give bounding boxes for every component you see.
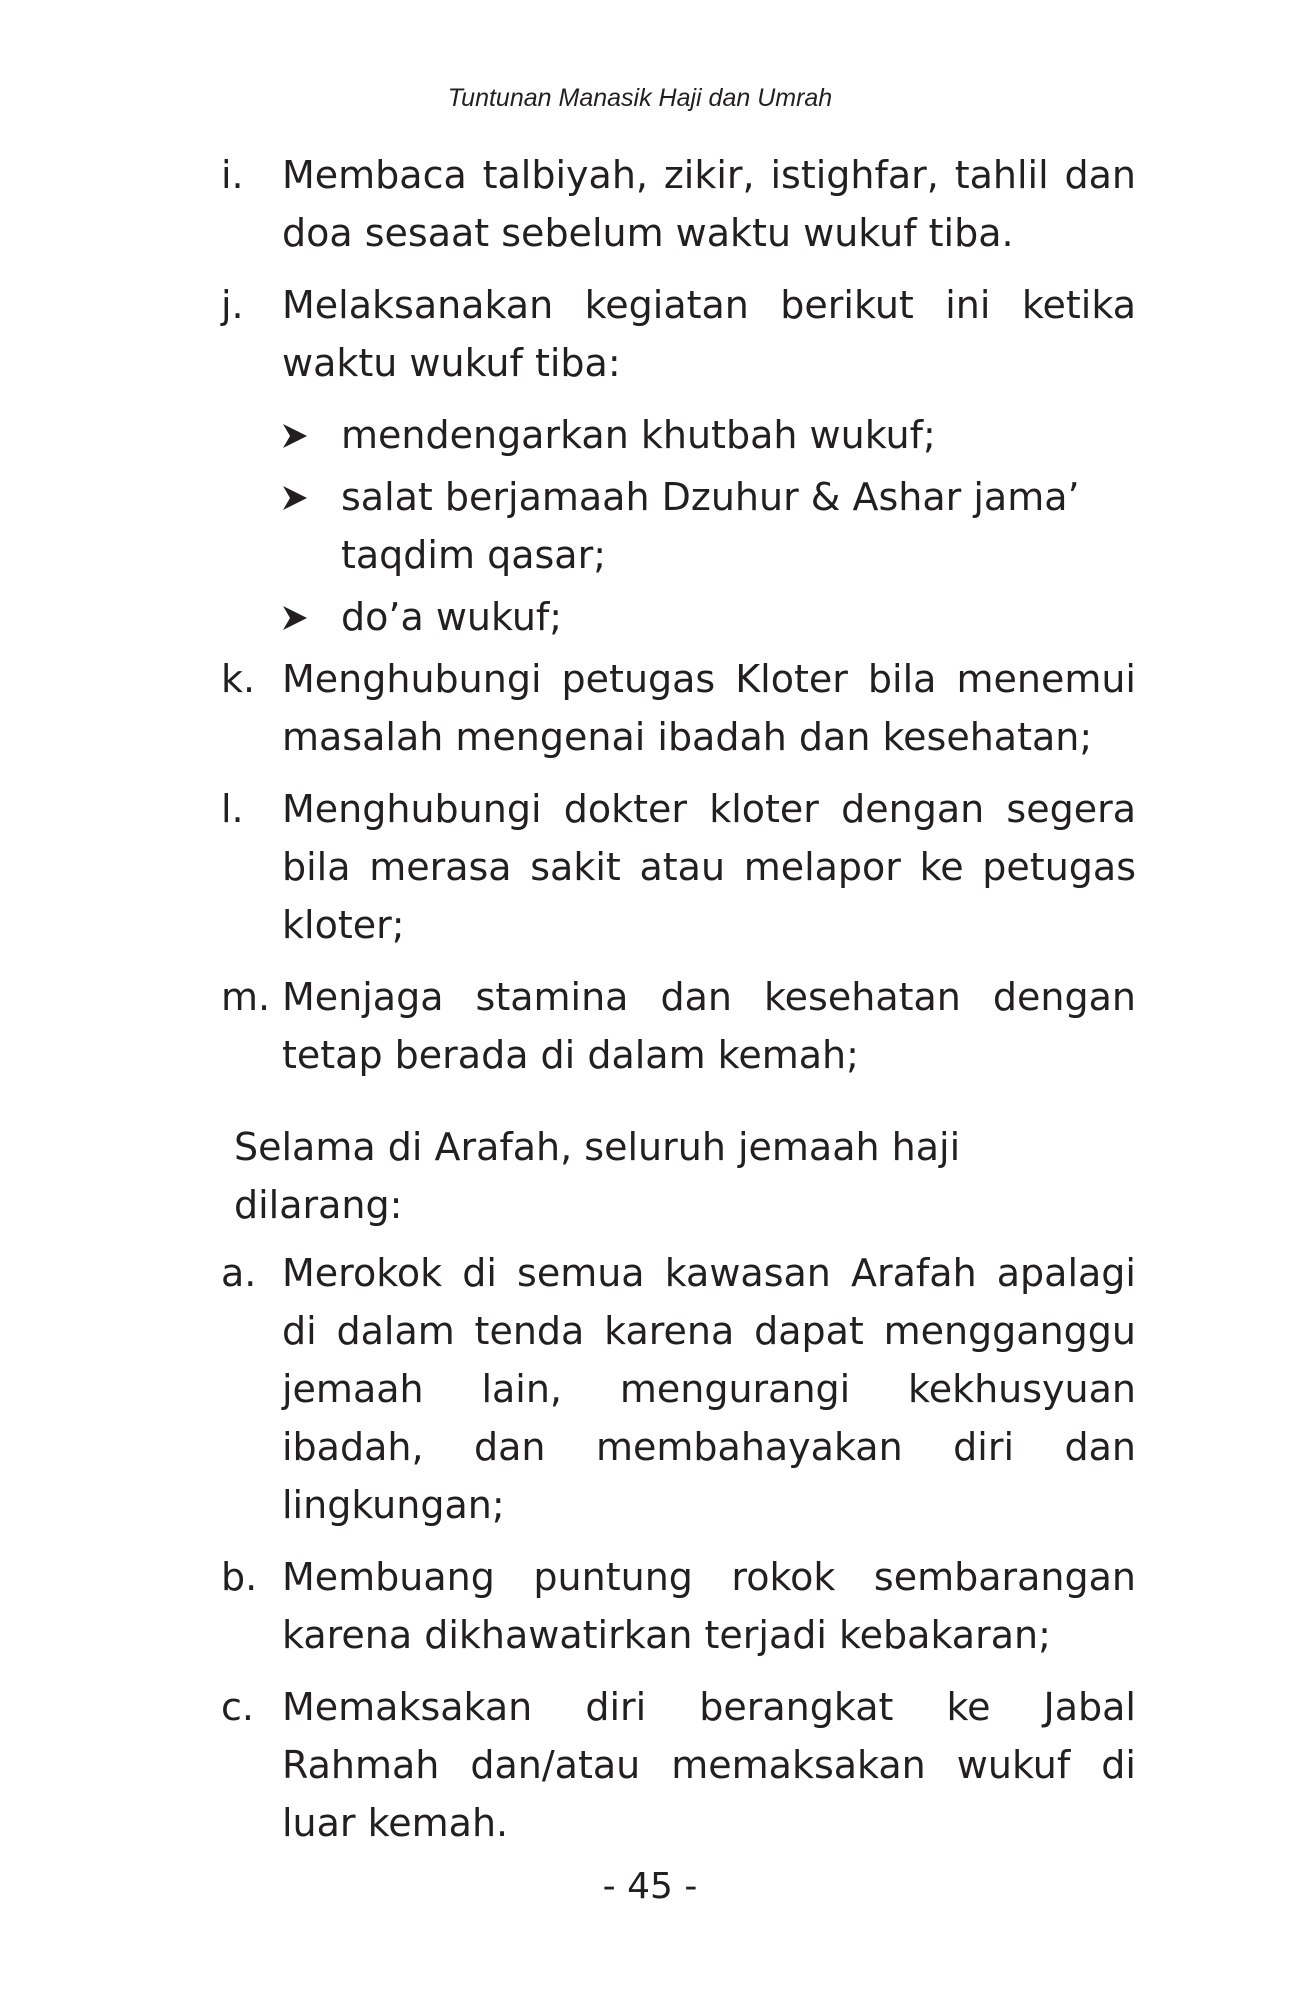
list-item-c [221,1678,1136,1852]
list-item-text: Menjaga stamina dan kesehatan dengan tetap berada di dalam kemah; [282,975,1136,1077]
list-item-m [221,968,1136,1084]
page-number: - 45 - [602,1866,698,1907]
sublist-item [273,468,1136,584]
list-item-text: Merokok di semua kawasan Arafah apalagi di dalam tenda karena dapat mengganggu jemaah lain, mengurangi kekhusyuan ibadah, dan membahayakan diri dan lingkungan; [282,1251,1136,1527]
sublist-item [273,406,1136,464]
list-item-text: Membuang puntung rokok sembarangan karena dikhawatirkan terjadi kebakaran; [282,1555,1136,1657]
arrowhead-bullet-icon [281,422,309,450]
list-item-b [221,1548,1136,1664]
list-item-text: Membaca talbiyah, zikir, istighfar, tahlil dan doa sesaat sebelum waktu wukuf tiba. [282,153,1136,255]
list-marker: l. [221,787,244,831]
page-content [221,146,1136,1866]
sublist-item-text: mendengarkan khutbah wukuf; [341,413,936,457]
list-marker: b. [221,1555,258,1599]
arrowhead-bullet-icon [281,604,309,632]
list-item-text: Memaksakan diri berangkat ke Jabal Rahmah dan/atau memaksakan wukuf di luar kemah. [282,1685,1136,1845]
sublist-item-text: salat berjamaah Dzuhur & Ashar jama’ taqdim qasar; [341,475,1080,577]
list-item-i [221,146,1136,262]
list-item-k [221,650,1136,766]
list-marker: m. [221,975,271,1019]
sublist-item [273,588,1136,646]
list-marker: a. [221,1251,257,1295]
list-marker: c. [221,1685,254,1729]
list-item-a [221,1244,1136,1534]
list-marker: j. [221,283,244,327]
list-item-text: Menghubungi dokter kloter dengan segera bila merasa sakit atau melapor ke petugas kloter; [282,787,1136,947]
list-marker: i. [221,153,244,197]
sublist [273,406,1136,646]
list-item-text: Melaksanakan kegiatan berikut ini ketika waktu wukuf tiba: [282,283,1136,385]
running-header: Tuntunan Manasik Haji dan Umrah [447,84,833,112]
list-item-text: Menghubungi petugas Kloter bila menemui masalah mengenai ibadah dan kesehatan; [282,657,1136,759]
sublist-item-text: do’a wukuf; [341,595,563,639]
list-item-l [221,780,1136,954]
list-marker: k. [221,657,256,701]
list-item-j [221,276,1136,392]
arrowhead-bullet-icon [281,484,309,512]
section-intro: Selama di Arafah, seluruh jemaah haji dilarang: [234,1125,961,1227]
